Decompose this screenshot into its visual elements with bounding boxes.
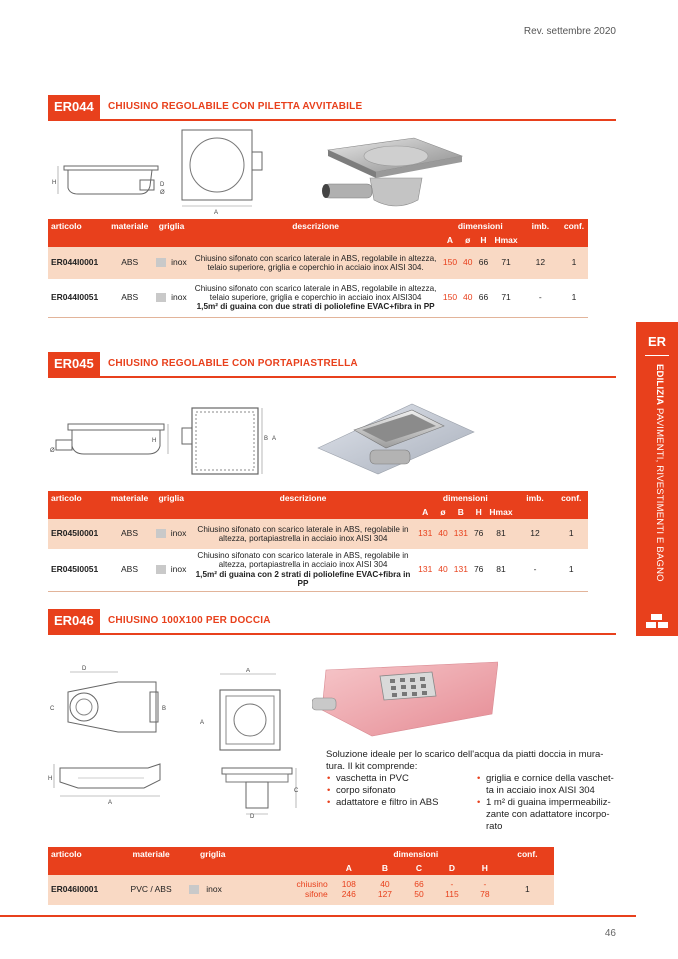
er046-side-drawing — [48, 762, 180, 808]
sub-label: sifone — [305, 889, 328, 899]
table-row — [48, 279, 588, 317]
list-item — [476, 773, 626, 797]
dim-value: 131 — [451, 519, 471, 549]
bullet: • — [327, 785, 331, 796]
kit-list-left — [326, 773, 476, 833]
grid-swatch — [156, 565, 166, 574]
description — [191, 247, 439, 279]
dim-header: B — [367, 861, 403, 875]
table-row — [48, 519, 588, 549]
col-articolo: articolo — [48, 847, 116, 875]
dim-value: 76 — [471, 519, 486, 549]
col-imb: imb. — [521, 219, 560, 247]
list-item-text: rato — [486, 821, 503, 832]
kit-list-right — [476, 773, 626, 833]
er046-spec-table — [48, 847, 554, 905]
dim-header: ø — [435, 505, 450, 519]
er044-product-photo — [318, 134, 468, 214]
dim-header: A — [331, 861, 367, 875]
category-side-tab[interactable] — [636, 322, 678, 636]
bullet: • — [327, 797, 331, 808]
dim-value: 40 — [435, 549, 450, 591]
material: ABS — [108, 519, 152, 549]
article-code: ER044I0001 — [48, 247, 108, 279]
col-materiale: materiale — [108, 491, 152, 519]
dim-header: A — [440, 233, 460, 247]
dim-value: 81 — [486, 549, 515, 591]
table-row — [48, 247, 588, 279]
material: ABS — [108, 279, 152, 317]
material: PVC / ABS — [116, 875, 186, 905]
col-dimensioni: dimensioni — [331, 847, 501, 861]
description-line: altezza, portapiastrella in acciaio inox AISI 304 — [218, 560, 388, 570]
conf-value: 1 — [554, 519, 588, 549]
dim-label-o: Ø — [50, 448, 55, 454]
list-item-text: ta in acciaio inox AISI 304 — [486, 785, 595, 796]
grid-cell — [152, 549, 191, 591]
dim-value: 40 — [435, 519, 450, 549]
section-title: CHIUSINO REGOLABILE CON PILETTA AVVITABILE — [108, 101, 363, 112]
list-item — [326, 785, 476, 797]
col-descrizione: descrizione — [191, 491, 415, 519]
dim-label-a: A — [246, 668, 251, 674]
section-code: ER045 — [48, 352, 100, 376]
dim-value: 40 — [460, 247, 475, 279]
grid-cell — [152, 519, 191, 549]
dim-header: D — [435, 861, 469, 875]
section-code: ER044 — [48, 95, 100, 119]
description-note: 1,5m² di guaina con 2 strati di poliolefine EVAC+fibra in PP — [195, 569, 411, 589]
dim-header: C — [403, 861, 435, 875]
dim-value: 150 — [440, 247, 460, 279]
revision-date: Rev. settembre 2020 — [523, 26, 616, 37]
col-conf: conf. — [501, 847, 554, 875]
col-articolo: articolo — [48, 219, 108, 247]
dim-value: 71 — [491, 247, 520, 279]
section-header-er044 — [48, 95, 616, 121]
dim-value: 76 — [471, 549, 486, 591]
dim-label-b: B — [162, 706, 167, 712]
dim-header: H — [471, 505, 486, 519]
dim-label-c: C — [50, 706, 55, 712]
conf-value: 1 — [501, 875, 554, 905]
description-line: altezza, portapiastrella in acciaio inox AISI 304 — [218, 534, 388, 543]
grid-value: inox — [171, 291, 187, 302]
col-articolo: articolo — [48, 491, 108, 519]
dim-header: H — [476, 233, 492, 247]
conf-value: 1 — [554, 549, 588, 591]
description — [191, 279, 439, 317]
grid-cell — [152, 247, 192, 279]
table-row — [48, 875, 554, 905]
dim-value: 150 — [440, 279, 460, 317]
section-title: CHIUSINO REGOLABILE CON PORTAPIASTRELLA — [108, 358, 358, 369]
material: ABS — [108, 247, 152, 279]
bullet: • — [477, 773, 481, 784]
page-number: 46 — [604, 928, 616, 939]
description-line: Chiusino sifonato con scarico laterale in ABS, regolabile in altezza, — [194, 253, 437, 263]
dim-label-h: H — [152, 438, 157, 444]
section-header-er045 — [48, 352, 616, 378]
grid-swatch — [189, 885, 199, 894]
list-item-text: zante con adattatore incorpo- — [486, 809, 610, 820]
description-note: 1,5m² di guaina con due strati di poliolefine EVAC+fibra in PP — [196, 302, 435, 312]
er045-top-drawing — [176, 404, 282, 480]
description-line: Chiusino sifonato con scarico laterale in ABS, regolabile in — [197, 551, 409, 560]
dim-header: H — [469, 861, 501, 875]
grid-swatch — [156, 529, 166, 538]
category-label — [649, 364, 665, 604]
col-descrizione: descrizione — [191, 219, 439, 247]
er045-side-drawing — [48, 408, 174, 470]
er046-section-drawing — [210, 762, 310, 820]
article-code: ER045I0001 — [48, 519, 108, 549]
dim-label-a: A — [214, 210, 219, 216]
kit-intro-line: Soluzione ideale per lo scarico dell'acqua da piatti doccia in mura- — [326, 749, 604, 760]
list-item-text: vaschetta in PVC — [336, 773, 409, 784]
dim-value: 131 — [415, 549, 435, 591]
dim-value: 131 — [415, 519, 435, 549]
er046-top-drawing — [48, 664, 180, 756]
imb-value: - — [516, 549, 555, 591]
col-griglia: griglia — [152, 219, 192, 247]
er045-product-photo — [314, 400, 476, 476]
dim-label-h: H — [52, 180, 57, 186]
grid-value: inox — [206, 884, 222, 895]
description-line: Chiusino sifonato con scarico laterale in ABS, regolabile in altezza, — [194, 283, 437, 293]
imb-value: 12 — [516, 519, 555, 549]
sub-label: chiusino — [296, 879, 328, 890]
dim-header: Hmax — [491, 233, 520, 247]
description — [191, 519, 415, 549]
dim-value: 40 — [460, 279, 475, 317]
dim-label-c: C — [294, 788, 299, 794]
imb-value: - — [521, 279, 560, 317]
list-item — [476, 797, 626, 833]
grid-value: inox — [170, 563, 187, 574]
dim-label-a: A — [108, 800, 113, 806]
grid-value: inox — [170, 528, 187, 539]
description-line: Chiusino sifonato con scarico laterale in ABS, regolabile in — [197, 524, 409, 534]
list-item — [326, 797, 476, 809]
col-conf: conf. — [560, 219, 588, 247]
grid-swatch — [156, 258, 166, 267]
grid-value: inox — [171, 257, 187, 268]
col-dimensioni: dimensioni — [415, 491, 515, 505]
article-code: ER044I0051 — [48, 279, 108, 317]
dim-label-o: Ø — [160, 190, 165, 196]
bullet: • — [477, 797, 481, 808]
col-griglia: griglia — [186, 847, 239, 875]
col-materiale: materiale — [116, 847, 186, 875]
dim-value: 66 50 — [403, 875, 435, 905]
dim-header: B — [451, 505, 471, 519]
list-item-text: 1 m² di guaina impermeabiliz- — [486, 797, 611, 808]
dim-label-a: A — [200, 720, 205, 726]
dim-value: 131 — [451, 549, 471, 591]
er046-grid-drawing — [196, 668, 296, 758]
table-row — [48, 549, 588, 591]
category-rest: PAVIMENTI, RIVESTIMENTI E BAGNO — [654, 405, 665, 582]
dim-value: 66 — [476, 247, 492, 279]
conf-value: 1 — [560, 279, 588, 317]
section-header-er046 — [48, 609, 616, 635]
col-dimensioni: dimensioni — [440, 219, 521, 233]
dim-label-d: D — [160, 182, 165, 188]
dim-label-a: A — [272, 436, 277, 442]
col-imb: imb. — [516, 491, 555, 519]
imb-value: 12 — [521, 247, 560, 279]
list-item — [326, 773, 476, 785]
dim-value: - 78 — [469, 875, 501, 905]
dim-label-d: D — [250, 814, 255, 820]
description — [191, 549, 415, 591]
dim-value: 66 — [476, 279, 492, 317]
er044-top-drawing — [172, 128, 268, 216]
section-code: ER046 — [48, 609, 100, 633]
shower-kit-description — [326, 749, 626, 833]
col-griglia: griglia — [152, 491, 191, 519]
er046-product-photo — [312, 656, 498, 740]
grid-cell — [152, 279, 192, 317]
dim-header: ø — [460, 233, 475, 247]
article-code: ER046I0001 — [48, 875, 116, 905]
er044-spec-table — [48, 219, 588, 318]
dim-value: 81 — [486, 519, 515, 549]
er044-side-drawing — [48, 128, 170, 214]
bullet: • — [327, 773, 331, 784]
dim-header: A — [415, 505, 435, 519]
dim-label-h: H — [48, 776, 53, 782]
footer-divider — [0, 915, 636, 917]
list-item-text: adattatore e filtro in ABS — [336, 797, 439, 808]
dim-label-d: D — [82, 666, 87, 672]
kit-intro-line: tura. Il kit comprende: — [326, 761, 418, 772]
dim-value: 40 127 — [367, 875, 403, 905]
description-line: telaio superiore, griglia e coperchio in acciaio inox AISI304 — [209, 293, 422, 303]
dim-value: 108 246 — [331, 875, 367, 905]
col-materiale: materiale — [108, 219, 152, 247]
grid-swatch — [156, 293, 166, 302]
conf-value: 1 — [560, 247, 588, 279]
list-item-text: corpo sifonato — [336, 785, 396, 796]
col-conf: conf. — [554, 491, 588, 519]
bricks-icon — [646, 614, 668, 628]
article-code: ER045I0051 — [48, 549, 108, 591]
divider — [645, 355, 669, 356]
category-bold: EDILIZIA — [654, 364, 665, 406]
section-title: CHIUSINO 100X100 PER DOCCIA — [108, 615, 271, 626]
dim-label-b: B — [264, 436, 269, 442]
category-code: ER — [647, 334, 667, 349]
material: ABS — [108, 549, 152, 591]
sub-labels — [239, 875, 330, 905]
description-line: telaio superiore, griglia e coperchio in acciaio inox AISI 304. — [207, 263, 424, 272]
dim-header: Hmax — [486, 505, 515, 519]
er045-spec-table — [48, 491, 588, 592]
header-spacer — [239, 847, 330, 875]
dim-value: 71 — [491, 279, 520, 317]
dim-value: - 115 — [435, 875, 469, 905]
grid-cell — [186, 875, 239, 905]
list-item-text: griglia e cornice della vaschet- — [486, 773, 614, 784]
